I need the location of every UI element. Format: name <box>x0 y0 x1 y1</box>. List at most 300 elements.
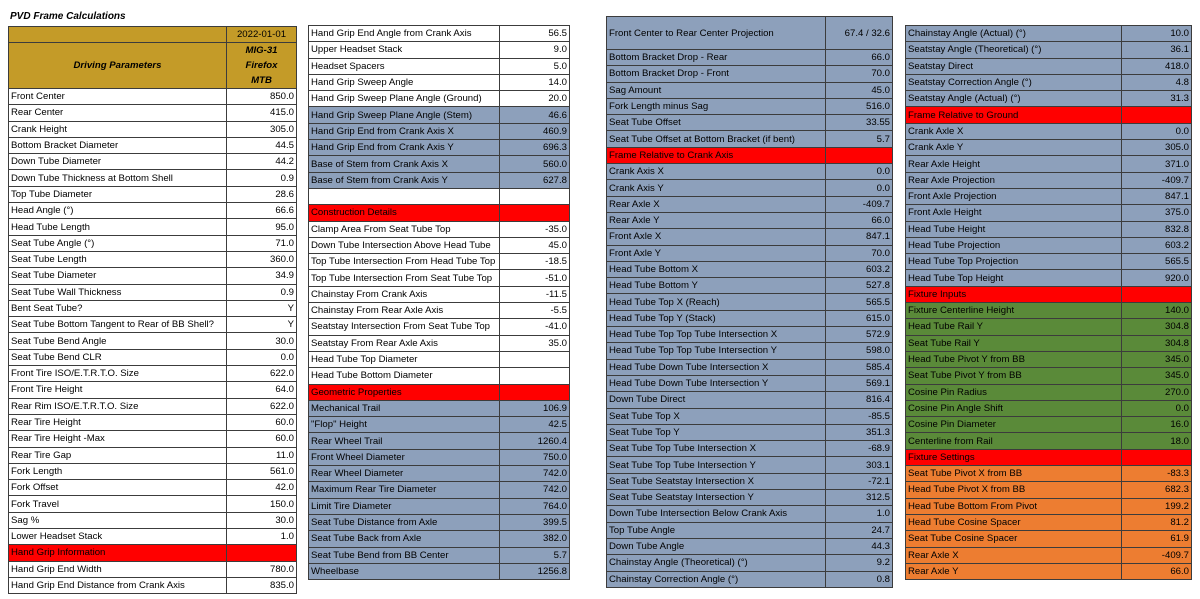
table-row <box>9 105 297 121</box>
row-label[interactable]: Hand Grip End from Crank Axis Y <box>309 140 500 156</box>
row-label[interactable]: Seatstay Angle (Theoretical) (°) <box>906 42 1122 58</box>
row-label[interactable]: Seat Tube Top Y <box>607 425 826 441</box>
row-value[interactable]: 764.0 <box>500 499 570 515</box>
model-line: Firefox <box>245 60 278 71</box>
row-value[interactable]: 44.3 <box>826 539 893 555</box>
row-value[interactable]: 572.9 <box>826 327 893 343</box>
table-row <box>309 140 570 156</box>
row-value[interactable]: 516.0 <box>826 99 893 115</box>
table-row <box>309 91 570 107</box>
row-value[interactable]: 560.0 <box>500 156 570 172</box>
row-value[interactable]: 1260.4 <box>500 433 570 449</box>
row-value[interactable]: 622.0 <box>227 366 297 382</box>
row-value[interactable]: 742.0 <box>500 482 570 498</box>
row-value[interactable]: 42.0 <box>227 480 297 496</box>
row-label[interactable]: Upper Headset Stack <box>309 42 500 58</box>
row-label[interactable]: Clamp Area From Seat Tube Top <box>309 222 500 238</box>
row-value[interactable]: 0.9 <box>227 285 297 301</box>
row-value[interactable]: 399.5 <box>500 515 570 531</box>
row-label[interactable]: Base of Stem from Crank Axis X <box>309 156 500 172</box>
row-value[interactable]: 565.5 <box>826 294 893 310</box>
row-label[interactable]: Hand Grip Sweep Plane Angle (Stem) <box>309 107 500 123</box>
row-label[interactable]: Seat Tube Bend CLR <box>9 350 227 366</box>
row-value[interactable]: 30.0 <box>227 333 297 349</box>
row-label[interactable]: Crank Height <box>9 122 227 138</box>
row-value[interactable]: 9.2 <box>826 555 893 571</box>
row-value[interactable]: 920.0 <box>1122 270 1192 286</box>
row-label[interactable]: Front Wheel Diameter <box>309 450 500 466</box>
row-value[interactable]: 312.5 <box>826 490 893 506</box>
row-label[interactable]: Headset Spacers <box>309 59 500 75</box>
row-label[interactable] <box>309 189 500 205</box>
row-value[interactable]: 44.5 <box>227 138 297 154</box>
row-value[interactable]: 375.0 <box>1122 205 1192 221</box>
table-row <box>607 115 893 131</box>
sheet-date[interactable]: 2022-01-01 <box>227 27 297 43</box>
row-value[interactable]: 150.0 <box>227 496 297 512</box>
table-row <box>607 506 893 522</box>
table-row <box>607 327 893 343</box>
row-value[interactable]: 742.0 <box>500 466 570 482</box>
row-label[interactable]: Seatstay Direct <box>906 59 1122 75</box>
row-label[interactable]: Seat Tube Distance from Axle <box>309 515 500 531</box>
row-value[interactable]: 60.0 <box>227 415 297 431</box>
row-value[interactable]: 36.1 <box>1122 42 1192 58</box>
row-label[interactable]: Head Tube Bottom Diameter <box>309 368 500 384</box>
row-label[interactable]: Chainstay From Crank Axis <box>309 287 500 303</box>
row-value[interactable]: 20.0 <box>500 91 570 107</box>
row-label[interactable]: Maximum Rear Tire Diameter <box>309 482 500 498</box>
row-label[interactable]: Wheelbase <box>309 564 500 580</box>
row-value[interactable] <box>1122 450 1192 466</box>
row-value[interactable]: 460.9 <box>500 124 570 140</box>
row-value[interactable]: 816.4 <box>826 392 893 408</box>
model-cell[interactable] <box>227 43 297 89</box>
row-value[interactable]: 304.8 <box>1122 319 1192 335</box>
table-row <box>9 415 297 431</box>
table-row <box>9 187 297 203</box>
row-label[interactable]: "Flop" Height <box>309 417 500 433</box>
row-label[interactable]: Head Tube Top Top Tube Intersection X <box>607 327 826 343</box>
row-label[interactable]: Head Angle (°) <box>9 203 227 219</box>
row-label[interactable]: Bottom Bracket Drop - Front <box>607 66 826 82</box>
row-label[interactable]: Seatstay Correction Angle (°) <box>906 75 1122 91</box>
row-value[interactable]: 418.0 <box>1122 59 1192 75</box>
row-label[interactable]: Head Tube Bottom X <box>607 262 826 278</box>
row-label[interactable]: Seatstay Intersection From Seat Tube Top <box>309 319 500 335</box>
row-value[interactable]: 66.6 <box>227 203 297 219</box>
row-label[interactable]: Crank Axle Y <box>906 140 1122 156</box>
row-value[interactable]: 561.0 <box>227 464 297 480</box>
model-line: MTB <box>251 75 272 86</box>
row-label[interactable]: Limit Tire Diameter <box>309 499 500 515</box>
row-label[interactable]: Seat Tube Bend Angle <box>9 333 227 349</box>
row-label[interactable]: Rear Rim ISO/E.T.R.T.O. Size <box>9 399 227 415</box>
row-label[interactable]: Centerline from Rail <box>906 433 1122 449</box>
row-label[interactable]: Head Tube Cosine Spacer <box>906 515 1122 531</box>
row-label[interactable]: Seat Tube Pivot X from BB <box>906 466 1122 482</box>
row-label[interactable]: Front Axle Height <box>906 205 1122 221</box>
row-value[interactable]: 31.3 <box>1122 91 1192 107</box>
row-label[interactable]: Top Tube Intersection From Seat Tube Top <box>309 270 500 286</box>
row-label[interactable]: Rear Tire Height <box>9 415 227 431</box>
row-value[interactable]: 70.0 <box>826 246 893 262</box>
row-value[interactable]: 35.0 <box>500 336 570 352</box>
row-value[interactable]: 615.0 <box>826 311 893 327</box>
row-label[interactable]: Rear Axle X <box>906 548 1122 564</box>
table-row <box>9 399 297 415</box>
row-value[interactable]: 4.8 <box>1122 75 1192 91</box>
row-value[interactable]: 71.0 <box>227 236 297 252</box>
row-label[interactable]: Head Tube Top Top Tube Intersection Y <box>607 343 826 359</box>
row-value[interactable]: 415.0 <box>227 105 297 121</box>
row-value[interactable]: -85.5 <box>826 409 893 425</box>
row-label[interactable]: Head Tube Down Tube Intersection Y <box>607 376 826 392</box>
row-value[interactable]: 569.1 <box>826 376 893 392</box>
row-label[interactable]: Top Tube Diameter <box>9 187 227 203</box>
section-title[interactable]: Hand Grip Information <box>9 545 227 561</box>
row-label[interactable]: Fixture Centerline Height <box>906 303 1122 319</box>
row-label[interactable]: Seat Tube Cosine Spacer <box>906 531 1122 547</box>
row-value[interactable]: -409.7 <box>826 197 893 213</box>
row-label[interactable]: Down Tube Diameter <box>9 154 227 170</box>
row-label[interactable]: Head Tube Pivot Y from BB <box>906 352 1122 368</box>
table-row <box>309 59 570 75</box>
table-row <box>607 294 893 310</box>
row-value[interactable]: 1.0 <box>227 529 297 545</box>
row-value[interactable]: 0.0 <box>1122 124 1192 140</box>
row-value[interactable]: 66.0 <box>826 50 893 66</box>
row-label[interactable]: Seat Tube Top X <box>607 409 826 425</box>
row-value[interactable]: 56.5 <box>500 26 570 42</box>
row-label[interactable]: Chainstay Angle (Theoretical) (°) <box>607 555 826 571</box>
row-label[interactable]: Seatstay From Rear Axle Axis <box>309 336 500 352</box>
table-row <box>309 417 570 433</box>
row-value[interactable]: 603.2 <box>826 262 893 278</box>
calc-column-hand-grip-construction <box>308 25 570 580</box>
table-row <box>906 336 1192 352</box>
row-label[interactable]: Head Tube Height <box>906 222 1122 238</box>
row-value[interactable]: Y <box>227 317 297 333</box>
row-value[interactable]: 847.1 <box>1122 189 1192 205</box>
row-label[interactable]: Front Axle Projection <box>906 189 1122 205</box>
row-value[interactable]: 45.0 <box>826 83 893 99</box>
row-value[interactable]: 627.8 <box>500 173 570 189</box>
table-row <box>607 131 893 147</box>
section-title[interactable]: Construction Details <box>309 205 500 221</box>
row-label[interactable]: Head Tube Projection <box>906 238 1122 254</box>
table-row <box>607 409 893 425</box>
row-value[interactable]: 527.8 <box>826 278 893 294</box>
row-value[interactable]: 81.2 <box>1122 515 1192 531</box>
row-label[interactable]: Down Tube Direct <box>607 392 826 408</box>
row-label[interactable]: Rear Axle Height <box>906 156 1122 172</box>
row-label[interactable]: Base of Stem from Crank Axis Y <box>309 173 500 189</box>
row-label[interactable]: Down Tube Intersection Below Crank Axis <box>607 506 826 522</box>
row-label[interactable]: Fork Offset <box>9 480 227 496</box>
row-label[interactable]: Seatstay Angle (Actual) (°) <box>906 91 1122 107</box>
row-label[interactable]: Rear Axle X <box>607 197 826 213</box>
row-label[interactable]: Rear Tire Gap <box>9 448 227 464</box>
row-value[interactable]: 9.0 <box>500 42 570 58</box>
row-value[interactable]: 66.0 <box>1122 564 1192 580</box>
row-label[interactable]: Seat Tube Pivot Y from BB <box>906 368 1122 384</box>
row-value[interactable]: 847.1 <box>826 229 893 245</box>
row-label[interactable]: Head Tube Top Projection <box>906 254 1122 270</box>
row-value[interactable]: 696.3 <box>500 140 570 156</box>
section-title[interactable]: Fixture Settings <box>906 450 1122 466</box>
row-value[interactable]: 14.0 <box>500 75 570 91</box>
row-label[interactable]: Bottom Bracket Drop - Rear <box>607 50 826 66</box>
section-header-row <box>309 205 570 221</box>
row-value[interactable]: Y <box>227 301 297 317</box>
section-title[interactable]: Frame Relative to Ground <box>906 107 1122 123</box>
section-title[interactable]: Frame Relative to Crank Axis <box>607 148 826 164</box>
row-value[interactable] <box>1122 287 1192 303</box>
row-label[interactable]: Hand Grip End from Crank Axis X <box>309 124 500 140</box>
row-value[interactable]: 30.0 <box>227 513 297 529</box>
row-value[interactable]: 0.0 <box>227 350 297 366</box>
row-value[interactable]: -18.5 <box>500 254 570 270</box>
row-label[interactable]: Rear Axle Y <box>906 564 1122 580</box>
row-value[interactable]: 0.0 <box>1122 401 1192 417</box>
row-value[interactable]: -68.9 <box>826 441 893 457</box>
row-label[interactable]: Rear Center <box>9 105 227 121</box>
row-label[interactable]: Lower Headset Stack <box>9 529 227 545</box>
row-label[interactable]: Head Tube Pivot X from BB <box>906 482 1122 498</box>
table-row <box>607 50 893 66</box>
row-value[interactable] <box>1122 107 1192 123</box>
row-value[interactable] <box>227 545 297 561</box>
row-label[interactable]: Seat Tube Seatstay Intersection X <box>607 474 826 490</box>
row-value[interactable]: 18.0 <box>1122 433 1192 449</box>
row-value[interactable]: 0.9 <box>227 170 297 186</box>
table-row <box>9 448 297 464</box>
row-value[interactable]: 1.0 <box>826 506 893 522</box>
row-label[interactable]: Crank Axis X <box>607 164 826 180</box>
row-value[interactable]: 5.0 <box>500 59 570 75</box>
table-row <box>9 301 297 317</box>
row-value[interactable]: 835.0 <box>227 578 297 594</box>
row-label[interactable]: Seat Tube Length <box>9 252 227 268</box>
row-label[interactable]: Seat Tube Rail Y <box>906 336 1122 352</box>
row-value[interactable]: 750.0 <box>500 450 570 466</box>
row-label[interactable]: Seat Tube Angle (°) <box>9 236 227 252</box>
row-label[interactable]: Rear Tire Height -Max <box>9 431 227 447</box>
row-value[interactable]: 603.2 <box>1122 238 1192 254</box>
row-value[interactable] <box>500 189 570 205</box>
row-label[interactable]: Chainstay Correction Angle (°) <box>607 572 826 588</box>
row-value[interactable]: 33.55 <box>826 115 893 131</box>
row-label[interactable]: Mechanical Trail <box>309 401 500 417</box>
row-value[interactable]: 60.0 <box>227 431 297 447</box>
row-value[interactable] <box>500 352 570 368</box>
row-value[interactable]: 16.0 <box>1122 417 1192 433</box>
row-value[interactable]: 5.7 <box>826 131 893 147</box>
row-value[interactable] <box>500 368 570 384</box>
table-row <box>607 197 893 213</box>
row-label[interactable]: Cosine Pin Diameter <box>906 417 1122 433</box>
section-title[interactable]: Geometric Properties <box>309 385 500 401</box>
row-value[interactable]: 24.7 <box>826 523 893 539</box>
row-label[interactable]: Head Tube Bottom Y <box>607 278 826 294</box>
row-label[interactable]: Hand Grip Sweep Angle <box>309 75 500 91</box>
table-row <box>906 482 1192 498</box>
model-line: MIG-31 <box>245 45 278 56</box>
row-label[interactable]: Seat Tube Diameter <box>9 268 227 284</box>
row-label[interactable]: Hand Grip End Width <box>9 562 227 578</box>
row-label[interactable]: Down Tube Intersection Above Head Tube <box>309 238 500 254</box>
row-value[interactable]: 832.8 <box>1122 222 1192 238</box>
row-value[interactable]: -83.3 <box>1122 466 1192 482</box>
row-value[interactable]: 304.8 <box>1122 336 1192 352</box>
row-value[interactable]: 305.0 <box>1122 140 1192 156</box>
row-label[interactable]: Head Tube Top Height <box>906 270 1122 286</box>
row-value[interactable] <box>500 205 570 221</box>
row-label[interactable]: Down Tube Angle <box>607 539 826 555</box>
row-label[interactable]: Chainstay From Rear Axle Axis <box>309 303 500 319</box>
row-label[interactable]: Head Tube Length <box>9 219 227 235</box>
row-value[interactable]: 45.0 <box>500 238 570 254</box>
row-label[interactable]: Head Tube Down Tube Intersection X <box>607 360 826 376</box>
row-label[interactable]: Seat Tube Top Tube Intersection Y <box>607 457 826 473</box>
row-value[interactable]: -409.7 <box>1122 548 1192 564</box>
row-value[interactable] <box>826 148 893 164</box>
row-label[interactable]: Cosine Pin Radius <box>906 385 1122 401</box>
row-value[interactable]: -409.7 <box>1122 173 1192 189</box>
section-title[interactable]: Fixture Inputs <box>906 287 1122 303</box>
row-label[interactable]: Cosine Pin Angle Shift <box>906 401 1122 417</box>
row-value[interactable]: -41.0 <box>500 319 570 335</box>
row-value[interactable]: 598.0 <box>826 343 893 359</box>
row-label[interactable]: Front Tire Height <box>9 382 227 398</box>
row-value[interactable]: 5.7 <box>500 548 570 564</box>
row-value[interactable]: 565.5 <box>1122 254 1192 270</box>
row-value[interactable]: 66.0 <box>826 213 893 229</box>
section-header-row <box>906 450 1192 466</box>
row-value[interactable]: 67.4 / 32.6 <box>826 17 893 50</box>
row-value[interactable]: 140.0 <box>1122 303 1192 319</box>
row-value[interactable]: 106.9 <box>500 401 570 417</box>
row-label[interactable]: Hand Grip Sweep Plane Angle (Ground) <box>309 91 500 107</box>
row-value[interactable]: 622.0 <box>227 399 297 415</box>
row-value[interactable]: 780.0 <box>227 562 297 578</box>
row-value[interactable]: -5.5 <box>500 303 570 319</box>
row-label[interactable]: Top Tube Intersection From Head Tube Top <box>309 254 500 270</box>
row-value[interactable]: 0.0 <box>826 180 893 196</box>
row-label[interactable]: Rear Wheel Trail <box>309 433 500 449</box>
row-label[interactable]: Top Tube Angle <box>607 523 826 539</box>
table-row <box>906 222 1192 238</box>
row-label[interactable]: Seat Tube Offset <box>607 115 826 131</box>
row-label[interactable]: Front Axle X <box>607 229 826 245</box>
row-value[interactable]: 1256.8 <box>500 564 570 580</box>
row-label[interactable]: Chainstay Angle (Actual) (°) <box>906 26 1122 42</box>
table-row <box>607 457 893 473</box>
row-value[interactable]: 270.0 <box>1122 385 1192 401</box>
row-value[interactable]: 199.2 <box>1122 499 1192 515</box>
table-row <box>607 392 893 408</box>
row-value[interactable]: 345.0 <box>1122 352 1192 368</box>
row-value[interactable]: 70.0 <box>826 66 893 82</box>
row-value[interactable]: 28.6 <box>227 187 297 203</box>
row-value[interactable]: 305.0 <box>227 122 297 138</box>
header-blank-cell[interactable] <box>9 27 227 43</box>
row-label[interactable]: Crank Axis Y <box>607 180 826 196</box>
row-value[interactable]: 0.0 <box>826 164 893 180</box>
row-value[interactable]: 303.1 <box>826 457 893 473</box>
row-value[interactable]: 351.3 <box>826 425 893 441</box>
row-label[interactable]: Seat Tube Offset at Bottom Bracket (if bent) <box>607 131 826 147</box>
row-value[interactable]: 360.0 <box>227 252 297 268</box>
row-value[interactable]: 42.5 <box>500 417 570 433</box>
table-row <box>309 336 570 352</box>
row-label[interactable]: Front Tire ISO/E.T.R.T.O. Size <box>9 366 227 382</box>
row-value[interactable] <box>500 385 570 401</box>
row-label[interactable]: Head Tube Top Diameter <box>309 352 500 368</box>
row-value[interactable]: 345.0 <box>1122 368 1192 384</box>
row-label[interactable]: Front Axle Y <box>607 246 826 262</box>
row-label[interactable]: Sag % <box>9 513 227 529</box>
row-label[interactable]: Head Tube Top X (Reach) <box>607 294 826 310</box>
row-label[interactable]: Seat Tube Top Tube Intersection X <box>607 441 826 457</box>
row-label[interactable]: Seat Tube Bottom Tangent to Rear of BB Shell? <box>9 317 227 333</box>
row-label[interactable]: Fork Length <box>9 464 227 480</box>
row-value[interactable]: 95.0 <box>227 219 297 235</box>
section-label[interactable]: Driving Parameters <box>9 43 227 89</box>
row-label[interactable]: Bottom Bracket Diameter <box>9 138 227 154</box>
row-label[interactable]: Hand Grip End Angle from Crank Axis <box>309 26 500 42</box>
row-value[interactable]: 382.0 <box>500 531 570 547</box>
row-label[interactable]: Rear Axle Projection <box>906 173 1122 189</box>
row-value[interactable]: 371.0 <box>1122 156 1192 172</box>
row-value[interactable]: 44.2 <box>227 154 297 170</box>
row-label[interactable]: Hand Grip End Distance from Crank Axis <box>9 578 227 594</box>
row-label[interactable]: Head Tube Rail Y <box>906 319 1122 335</box>
row-label[interactable]: Front Center to Rear Center Projection <box>607 17 826 50</box>
row-label[interactable]: Sag Amount <box>607 83 826 99</box>
row-value[interactable]: -72.1 <box>826 474 893 490</box>
row-label[interactable]: Rear Wheel Diameter <box>309 466 500 482</box>
row-label[interactable]: Seat Tube Wall Thickness <box>9 285 227 301</box>
row-label[interactable]: Seat Tube Seatstay Intersection Y <box>607 490 826 506</box>
row-value[interactable]: 61.9 <box>1122 531 1192 547</box>
row-label[interactable]: Head Tube Top Y (Stack) <box>607 311 826 327</box>
row-label[interactable]: Seat Tube Bend from BB Center <box>309 548 500 564</box>
row-value[interactable]: -35.0 <box>500 222 570 238</box>
row-label[interactable]: Fork Travel <box>9 496 227 512</box>
row-label[interactable]: Crank Axle X <box>906 124 1122 140</box>
row-value[interactable]: 64.0 <box>227 382 297 398</box>
row-label[interactable]: Down Tube Thickness at Bottom Shell <box>9 170 227 186</box>
row-value[interactable]: 682.3 <box>1122 482 1192 498</box>
row-value[interactable]: 34.9 <box>227 268 297 284</box>
row-value[interactable]: 585.4 <box>826 360 893 376</box>
row-label[interactable]: Front Center <box>9 89 227 105</box>
row-value[interactable]: 850.0 <box>227 89 297 105</box>
row-value[interactable]: 0.8 <box>826 572 893 588</box>
row-value[interactable]: -51.0 <box>500 270 570 286</box>
row-value[interactable]: 46.6 <box>500 107 570 123</box>
row-label[interactable]: Bent Seat Tube? <box>9 301 227 317</box>
row-value[interactable]: -11.5 <box>500 287 570 303</box>
row-value[interactable]: 10.0 <box>1122 26 1192 42</box>
row-label[interactable]: Seat Tube Back from Axle <box>309 531 500 547</box>
row-label[interactable]: Fork Length minus Sag <box>607 99 826 115</box>
row-value[interactable]: 11.0 <box>227 448 297 464</box>
row-label[interactable]: Head Tube Bottom From Pivot <box>906 499 1122 515</box>
row-label[interactable]: Rear Axle Y <box>607 213 826 229</box>
